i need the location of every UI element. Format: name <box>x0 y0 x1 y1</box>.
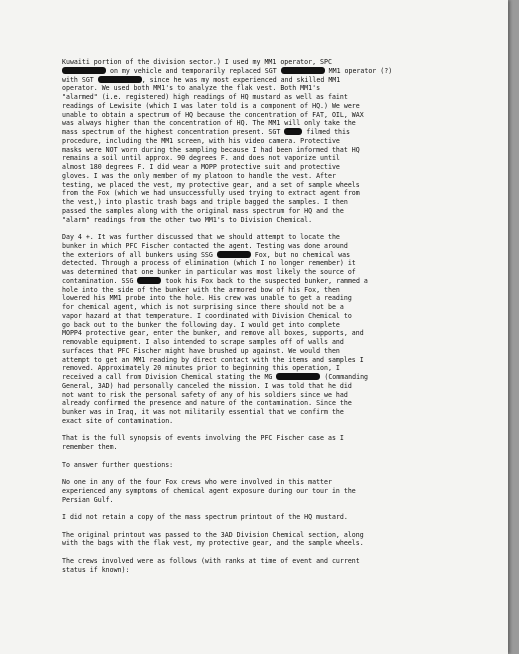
paragraph-crews-involved <box>62 557 482 575</box>
text-line: removable equipment. I also intended to scrape samples off of walls and <box>62 338 344 346</box>
text-line: was determined that one bunker in particular was most likely the source of <box>62 268 356 276</box>
text-line: Day 4 +. It was further discussed that we should attempt to locate the <box>62 233 340 241</box>
paragraph-printout-not-retained: I did not retain a copy of the mass spectrum printout of the HQ mustard. <box>62 513 348 521</box>
text-line: was always higher than the concentration of HQ. The MM1 will only take the <box>62 119 356 128</box>
redaction-block <box>62 67 106 74</box>
text-line: procedure, including the MM1 screen, with his video camera. Protective <box>62 136 340 145</box>
text-line: for chemical agent, which is not surprising since there should not be a <box>62 303 344 311</box>
text-line: "alarm" readings from the other two MM1's to Division Chemical. <box>62 215 313 224</box>
text-line: remains a soil until approx. 90 degrees F. and does not vaporize until <box>62 154 340 163</box>
paragraph-printout-passed <box>62 531 482 549</box>
text-line: detected. Through a process of elimination (which I no longer remember) it <box>62 259 356 268</box>
text-line: That is the full synopsis of events involving the PFC Fischer case as I <box>62 434 344 443</box>
paragraph-flak-vest-analysis <box>62 58 482 224</box>
paragraph-no-symptoms <box>62 478 482 504</box>
text-line: with the bags with the flak vest, my protective gear, and the sample wheels. <box>62 539 364 548</box>
text-line: almost 180 degrees F. I did wear a MOPP protective suit and protective <box>62 163 340 171</box>
text-line: bunker in which PFC Fischer contacted the agent. Testing was done around <box>62 241 348 250</box>
text-line: received a call from Division Chemical stating the MG (Commanding <box>62 373 369 381</box>
text-line: removed. Approximately 20 minutes prior to beginning this operation, I <box>62 364 340 373</box>
text-line: mass spectrum of the highest concentration present. SGT filmed this <box>62 128 350 136</box>
text-line: unable to obtain a spectrum of HQ because the concentration of FAT, OIL, WAX <box>62 110 364 119</box>
text-line: already confirmed the presence and nature of the contamination. Since the <box>62 399 352 408</box>
text-line: go back out to the bunker the following day. I would get into complete <box>62 320 340 329</box>
text-line: Persian Gulf. <box>62 495 114 504</box>
text-line: masks were NOT worn during the sampling because I had been informed that HQ <box>62 145 360 154</box>
paragraph-bunker-search <box>62 233 482 426</box>
text-line: operator. We used both MM1's to analyze the flak vest. Both MM1's <box>62 84 321 93</box>
text-line: experienced any symptoms of chemical agent exposure during our tour in the <box>62 486 356 495</box>
document-body <box>62 58 482 574</box>
text-line: "alarmed" (i.e. registered) high readings of HQ mustard as well as faint <box>62 93 348 101</box>
text-line: General, 3AD) had personally canceled the mission. I was told that he did <box>62 381 352 390</box>
text-line: hole into the side of the bunker with the armored bow of his Fox, then <box>62 285 340 294</box>
redaction-block <box>217 251 251 258</box>
redaction-block <box>281 67 325 74</box>
text-line: bunker was in Iraq, it was not militarily essential that we confirm the <box>62 408 344 416</box>
text-line: The crews involved were as follows (with ranks at time of event and current <box>62 556 360 565</box>
text-line: The original printout was passed to the 3AD Division Chemical section, along <box>62 530 364 539</box>
text-line: contamination. SSG took his Fox back to the suspected bunker, rammed a <box>62 276 368 285</box>
text-line: readings of Lewisite (which I was later told is a component of HQ.) We were <box>62 101 360 110</box>
redaction-block <box>276 373 320 380</box>
text-line: the vest,) into plastic trash bags and triple bagged the samples. I then <box>62 198 348 206</box>
paragraph-further-questions: To answer further questions: <box>62 460 174 469</box>
paragraph-synopsis <box>62 434 482 452</box>
redaction-block <box>137 277 161 284</box>
text-line: MOPP4 protective gear, enter the bunker, and remove all boxes, supports, and <box>62 329 364 338</box>
text-line: attempt to get an MM1 reading by direct contact with the items and samples I <box>62 355 364 364</box>
text-line: Kuwaiti portion of the division sector.) I used my MM1 operator, SPC <box>62 58 332 66</box>
text-line: No one in any of the four Fox crews who were involved in this matter <box>62 478 332 486</box>
text-line: exact site of contamination. <box>62 416 174 425</box>
text-line: vapor hazard at that temperature. I coordinated with Division Chemical to <box>62 311 352 320</box>
redaction-block <box>98 76 142 83</box>
redaction-block <box>284 128 302 135</box>
text-line: passed the samples along with the original mass spectrum for HQ and the <box>62 206 344 215</box>
text-line: gloves. I was the only member of my platoon to handle the vest. After <box>62 171 336 180</box>
text-line: status if known): <box>62 565 130 574</box>
text-line: remember them. <box>62 443 118 451</box>
text-line: surfaces that PFC Fischer might have brushed up against. We would then <box>62 346 340 355</box>
text-line: not want to risk the personal safety of any of his soldiers since we had <box>62 390 348 399</box>
text-line: the exteriors of all bunkers using SSG Fox, but no chemical was <box>62 250 351 259</box>
text-line: lowered his MM1 probe into the hole. His crew was unable to get a reading <box>62 294 352 303</box>
text-line: with SGT , since he was my most experienced and skilled MM1 <box>62 75 341 84</box>
text-line: from the Fox (which we had unsuccessfully used trying to extract agent from <box>62 189 360 198</box>
text-line: on my vehicle and temporarily replaced SGT MM1 operator (?) <box>62 67 482 76</box>
text-line: testing, we placed the vest, my protective gear, and a set of sample wheels <box>62 180 360 189</box>
